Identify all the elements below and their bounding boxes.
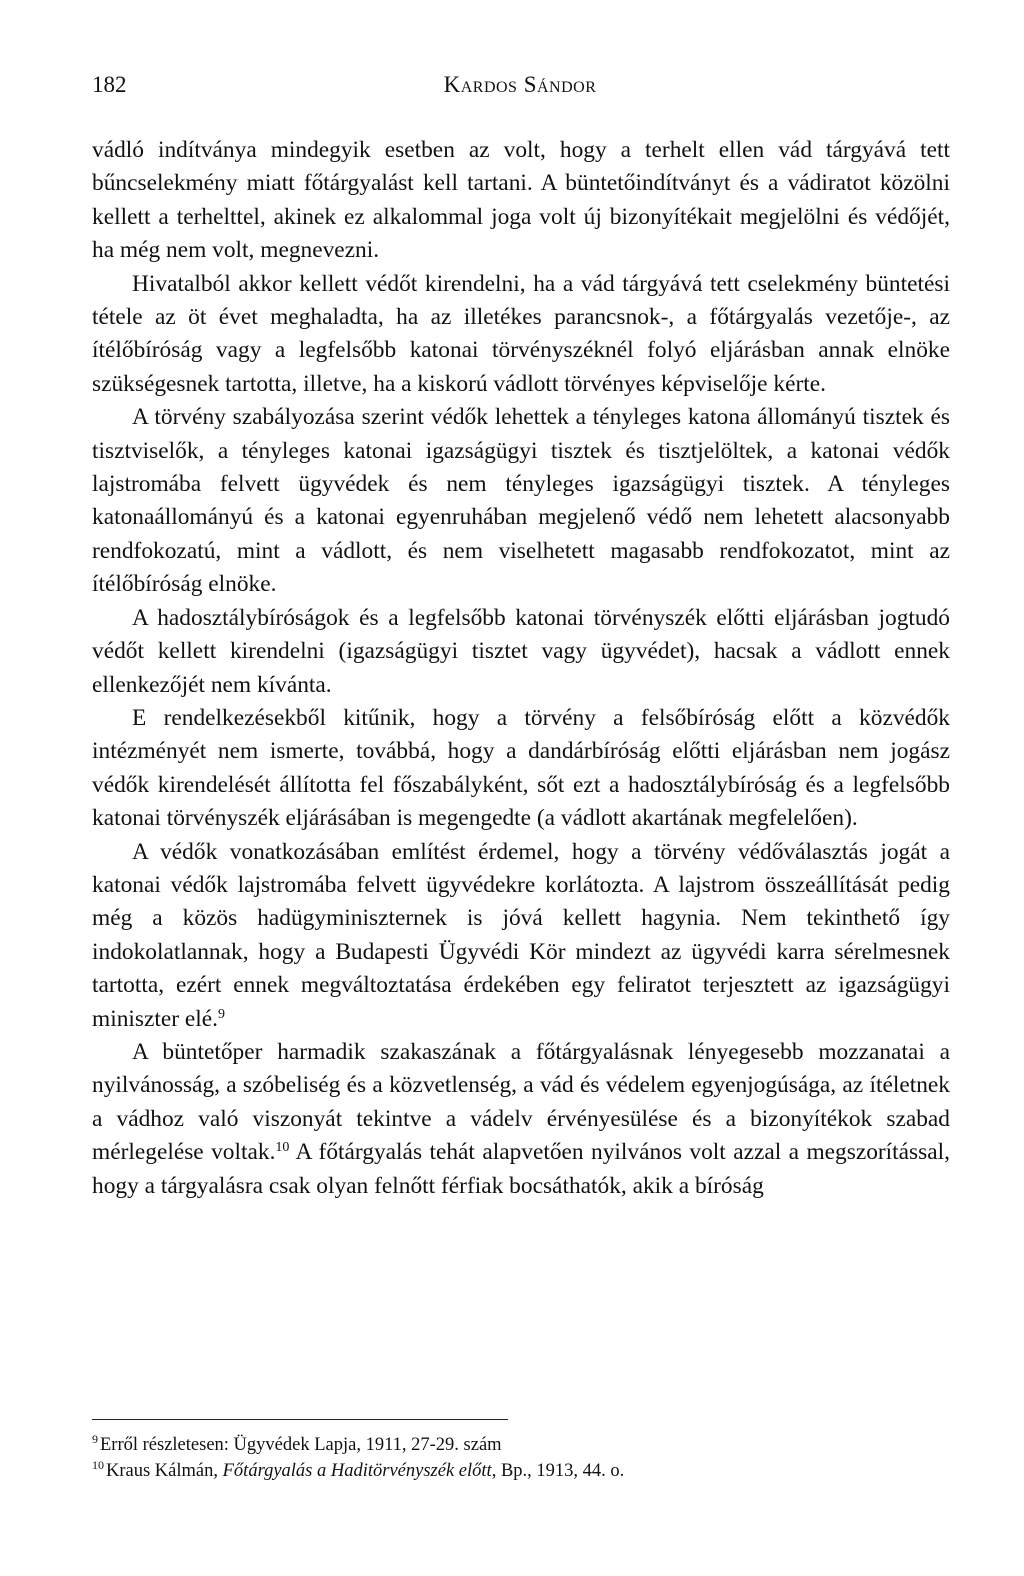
paragraph <box>92 268 950 402</box>
paragraph <box>92 1036 950 1203</box>
footnote-number: 10 <box>92 1458 104 1472</box>
footnote-number: 9 <box>92 1432 98 1446</box>
footnote <box>92 1458 950 1484</box>
footnote-divider <box>92 1419 508 1420</box>
page-number: 182 <box>92 72 127 97</box>
paragraph-text: E rendelkezésekből kitűnik, hogy a törvény a felsőbíróság előtt a közvédők intézményét nem ismerte, továbbá, hogy a dandárbíróság előtti eljárásban nem jogász védők kirendelését állította fel főszabályként, sőt ezt a hadosztálybíróság és a legfelsőbb katonai törvényszék eljárásában is megengedte (a vádlott akartának megfelelően). <box>92 704 950 832</box>
page-header <box>92 72 948 106</box>
paragraph-text: A törvény szabályozása szerint védők lehettek a tényleges katona állományú tisztek és tisztviselők, a tényleges katonai igazságügyi tisztek és tisztjelöltek, a katonai védők lajstromába felvett ügyvédek és nem tényleges igazságügyi tisztek. A tényleges katonaállományú és a katonai egyenruhában megjelenő védő nem lehetett alacsonyabb rendfokozatú, mint a vádlott, és nem viselhetett magasabb rendfokozatot, mint az ítélőbíróság elnöke. <box>92 404 950 598</box>
footnotes <box>92 1432 950 1484</box>
footnote-reference[interactable]: 9 <box>218 1006 225 1022</box>
paragraph <box>92 836 950 1036</box>
paragraph-text: A büntetőper harmadik szakaszának a főtárgyalásnak lényegesebb mozzanatai a nyilvánosság, a szóbeliség és a közvetlenség, a vád és védelem egyenjogúsága, az ítéletnek a vádhoz való viszonyát tekintve a vádelv érvényesülése és a bizonyítékok szabad mérlegelése voltak. <box>92 1038 950 1166</box>
paragraph <box>92 702 950 836</box>
paragraph <box>92 401 950 601</box>
body-text <box>92 134 950 1203</box>
footnote-title: Főtárgyalás a Haditörvényszék előtt <box>222 1461 492 1481</box>
footnote-author: Kraus Kálmán, <box>106 1461 223 1481</box>
paragraph-text: Hivatalból akkor kellett védőt kirendelni, ha a vád tárgyává tett cselekmény büntetési tétele az öt évet meghaladta, ha az illetékes parancsnok-, a főtárgyalás vezetője-, az ítélőbíróság vagy a legfelsőbb katonai törvényszéknél folyó eljárásban annak elnöke szükségesnek tartotta, illetve, ha a kiskorú vádlott törvényes képviselője kérte. <box>92 270 950 397</box>
footnote-text: Erről részletesen: Ügyvédek Lapja, 1911, 27-29. szám <box>100 1435 502 1455</box>
footnote <box>92 1432 950 1458</box>
paragraph <box>92 602 950 702</box>
paragraph-text: A hadosztálybíróságok és a legfelsőbb katonai törvényszék előtti eljárásban jogtudó védőt kellett kirendelni (igazságügyi tisztet vagy ügyvédet), hacsak a vádlott ennek ellenkezőjét nem kívánta. <box>92 604 950 698</box>
paragraph <box>92 134 950 268</box>
running-head: Kardos Sándor <box>443 72 597 97</box>
footnote-citation: , Bp., 1913, 44. o. <box>491 1461 625 1481</box>
paragraph-text: vádló indítványa mindegyik esetben az volt, hogy a terhelt ellen vád tárgyává tett bűncselekmény miatt főtárgyalást kell tartani. A büntetőindítványt és a vádiratot közölni kellett a terhelttel, akinek ez alkalommal joga volt új bizonyítékait megjelölni és védőjét, ha még nem volt, megnevezni. <box>92 137 950 264</box>
paragraph-text: A főtárgyalás tehát alapvetően nyilvános volt azzal a megszorítással, hogy a tárgyalásra csak olyan felnőtt férfiak bocsáthatók, akik a bíróság <box>92 1139 950 1199</box>
footnote-reference[interactable]: 10 <box>275 1140 290 1156</box>
paragraph-text: A védők vonatkozásában említést érdemel, hogy a törvény védőválasztás jogát a katonai védők lajstromába felvett ügyvédekre korlátozta. A lajstrom összeállítását pedig még a közös hadügyminiszternek is jóvá kellett hagynia. Nem tekinthető így indokolatlannak, hogy a Budapesti Ügyvédi Kör mindezt az ügyvédi karra sérelmesnek tartotta, ezért ennek megváltoztatása érdekében egy feliratot terjesztett az igazságügyi miniszter elé. <box>92 838 950 1032</box>
